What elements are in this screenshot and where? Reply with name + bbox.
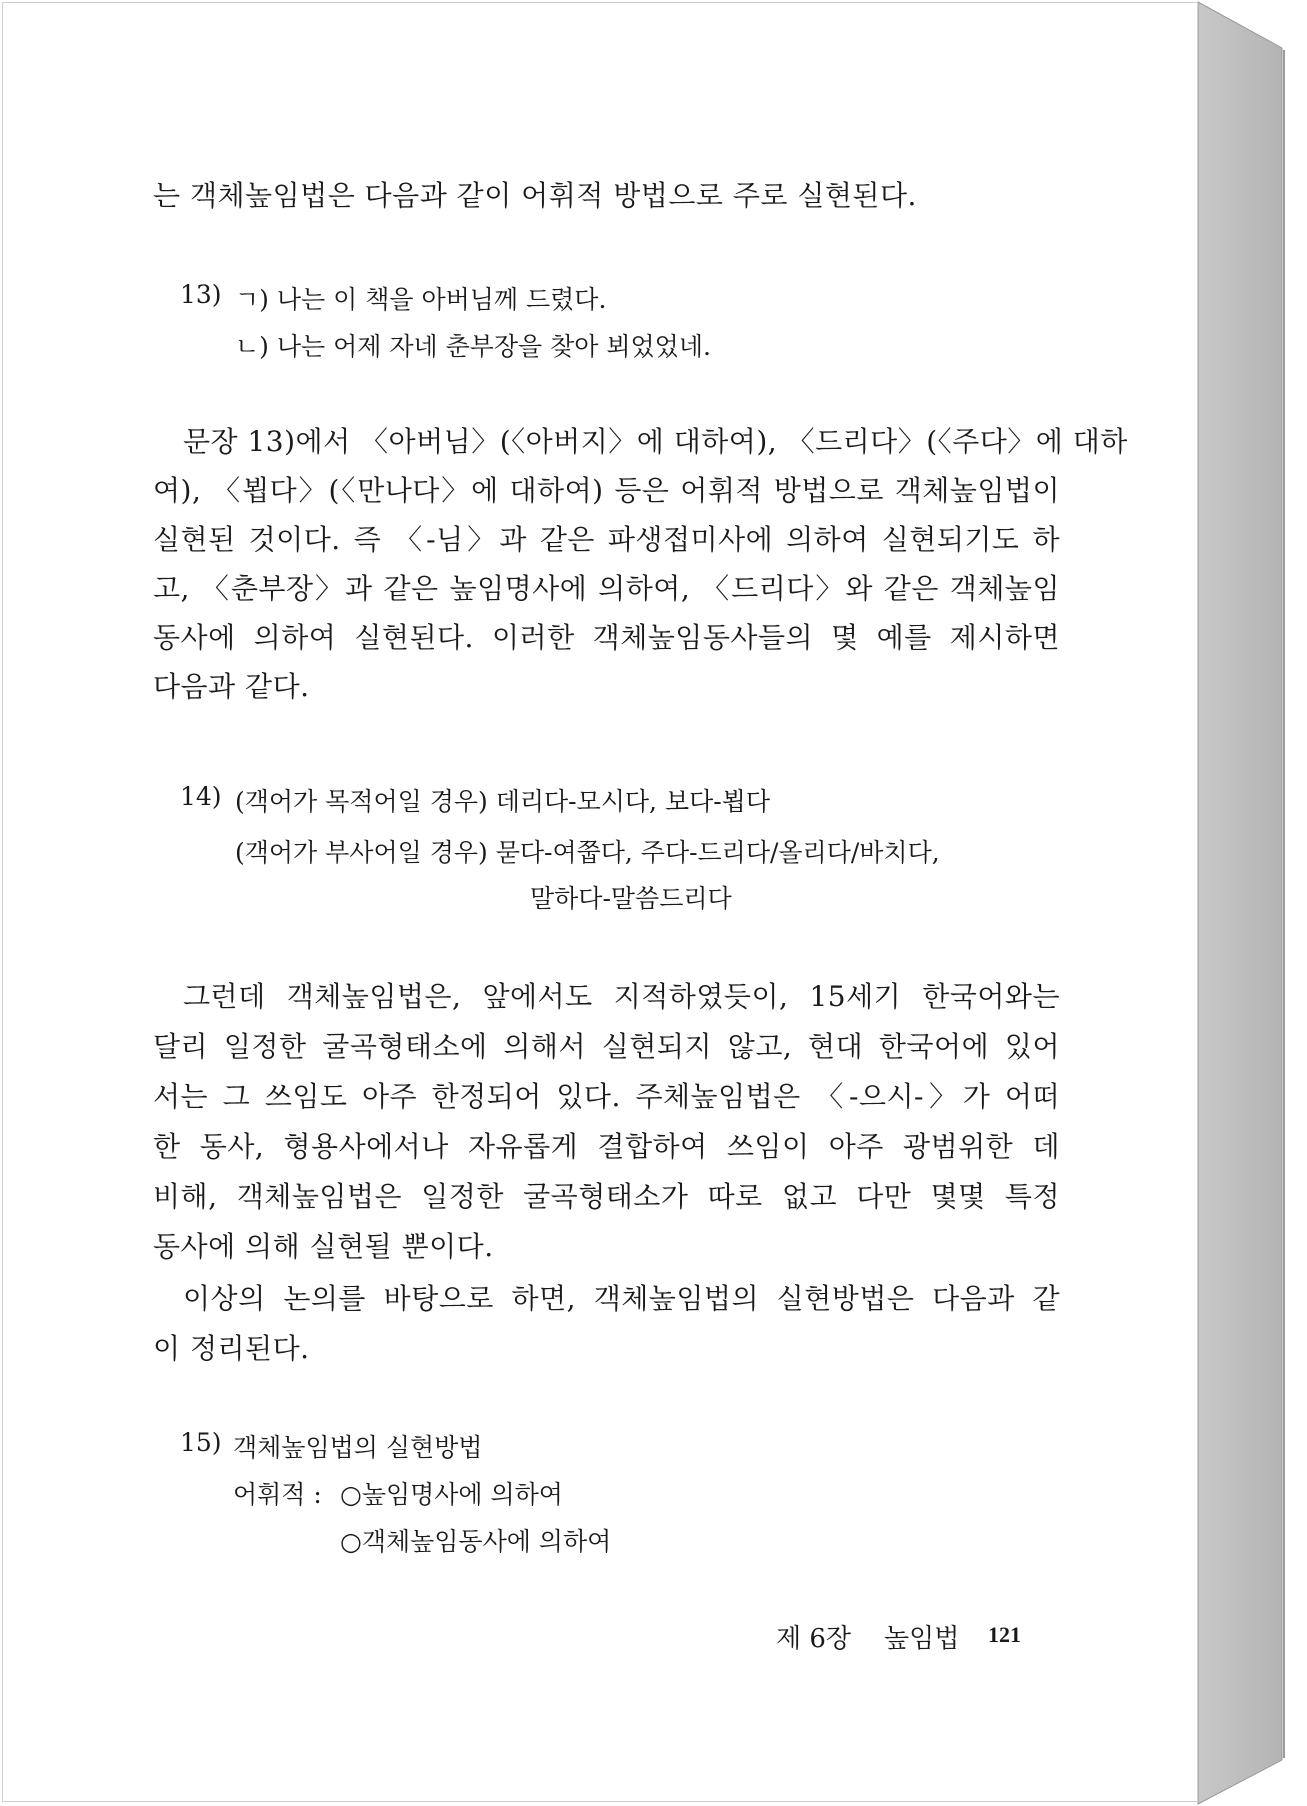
paragraph-2-line-6: 다음과 같다. <box>153 670 310 703</box>
example-13-b: ㄴ) 나는 어제 자네 춘부장을 찾아 뵈었었네. <box>235 332 711 361</box>
example-14-line-1: (객어가 목적어일 경우) 데리다-모시다, 보다-뵙다 <box>235 787 770 816</box>
paragraph-2-line-5: 동사에 의하여 실현된다. 이러한 객체높임동사들의 몇 예를 제시하면 <box>153 621 1060 654</box>
example-14-line-2: (객어가 부사어일 경우) 묻다-여쭙다, 주다-드리다/올리다/바치다, <box>235 838 940 867</box>
example-15-label: 어휘적 : <box>233 1480 322 1509</box>
paragraph-2-line-1: 문장 13)에서 〈아버님〉(〈아버지〉에 대하여), 〈드리다〉(〈주다〉에 대하 <box>183 425 1128 458</box>
footer-title: 높임법 <box>884 1624 960 1654</box>
paragraph-3-line-6: 동사에 의해 실현될 뿐이다. <box>153 1230 494 1263</box>
paragraph-3-line-5: 비해, 객체높임법은 일정한 굴곡형태소가 따로 없고 다만 몇몇 특정 <box>153 1180 1060 1213</box>
paragraph-2-line-4: 고, 〈춘부장〉과 같은 높임명사에 의하여, 〈드리다〉와 같은 객체높임 <box>153 572 1060 605</box>
example-13-number: 13) <box>180 280 222 309</box>
paragraph-3-line-2: 달리 일정한 굴곡형태소에 의해서 실현되지 않고, 현대 한국어에 있어 <box>153 1030 1060 1063</box>
paragraph-2-line-3: 실현된 것이다. 즉 〈-님〉과 같은 파생접미사에 의하여 실현되기도 하 <box>153 523 1060 556</box>
paragraph-4-line-1: 이상의 논의를 바탕으로 하면, 객체높임법의 실현방법은 다음과 같 <box>183 1282 1060 1315</box>
paragraph-3-line-4: 한 동사, 형용사에서나 자유롭게 결합하여 쓰임이 아주 광범위한 데 <box>153 1130 1060 1163</box>
example-15-number: 15) <box>180 1428 222 1457</box>
footer-chapter: 제 6장 <box>776 1624 852 1654</box>
example-14-line-3: 말하다-말씀드리다 <box>530 884 732 913</box>
example-15-title: 객체높임법의 실현방법 <box>233 1433 483 1462</box>
example-14-number: 14) <box>180 782 222 811</box>
paragraph-3-line-1: 그런데 객체높임법은, 앞에서도 지적하였듯이, 15세기 한국어와는 <box>183 980 1060 1013</box>
example-13-a: ㄱ) 나는 이 책을 아버님께 드렸다. <box>235 285 607 314</box>
paragraph-4-line-2: 이 정리된다. <box>153 1332 310 1365</box>
paragraph-2-line-2: 여), 〈뵙다〉(〈만나다〉에 대하여) 등은 어휘적 방법으로 객체높임법이 <box>153 474 1060 507</box>
example-15-item-1: ○높임명사에 의하여 <box>340 1480 563 1509</box>
page-number: 121 <box>988 1622 1021 1647</box>
paragraph-3-line-3: 서는 그 쓰임도 아주 한정되어 있다. 주체높임법은 〈-으시-〉가 어떠 <box>153 1080 1060 1113</box>
paragraph-continuation-line: 는 객체높임법은 다음과 같이 어휘적 방법으로 주로 실현된다. <box>153 179 917 212</box>
example-15-item-2: ○객체높임동사에 의하여 <box>340 1527 612 1556</box>
